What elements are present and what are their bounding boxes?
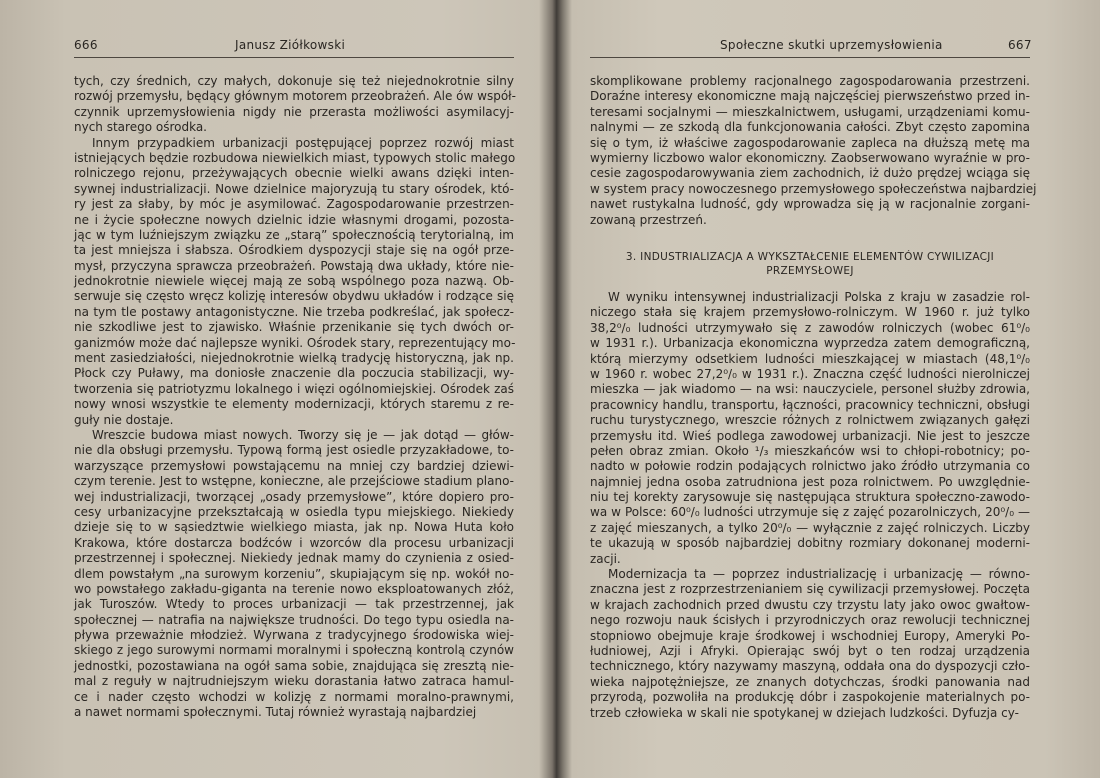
header-rule — [74, 57, 514, 58]
text-line: nadto w połowie rodzin podających rolnictwo jako źródło utrzymania co — [590, 459, 1030, 474]
text-line: Doraźne interesy ekonomiczne mają najczęściej pierwszeństwo przed in- — [590, 89, 1030, 104]
text-line: ce i nader często wchodzi w kolizję z normami moralno-prawnymi, — [74, 689, 514, 704]
page-number: 667 — [1008, 38, 1032, 52]
text-line: Krakowa, które dostarcza bodźców i wzorców dla procesu urbanizacji — [74, 535, 514, 550]
text-line: dlem powstałym „na surowym korzeniu”, skupiającym się np. wokół no- — [74, 566, 514, 581]
text-line: cesie zagospodarowywania ziem zachodnich, iż dużo prędzej wciąga się — [590, 166, 1030, 181]
text-line: Płock czy Puławy, ma doniosłe znaczenie dla poczucia stabilizacji, wy- — [74, 366, 514, 381]
text-line: wymierny liczbowo walor ekonomiczny. Zaobserwowano wyraźnie w pro- — [590, 150, 1030, 165]
text-line: na tym tle postawy antagonistyczne. Nie trzeba podkreślać, jak społecz- — [74, 304, 514, 319]
text-line: tworzenia się patriotyzmu lokalnego i więzi ogólnomiejskiej. Ośrodek zaś — [74, 381, 514, 396]
text-line: wieka najpotężniejsze, ze znanych dotychczas, środki panowania nad — [590, 674, 1030, 689]
text-line: jak Turoszów. Wtedy to proces urbanizacji — tak przestrzennej, jak — [74, 597, 514, 612]
text-line: teresami socjalnymi — mieszkalnictwem, usługami, urządzeniami komu- — [590, 104, 1030, 119]
text-line: W wyniku intensywnej industrializacji Polska z kraju w zasadzie rol- — [608, 290, 1030, 304]
text-line: istniejących będzie rozbudowa niewielkich miast, typowych stolic małego — [74, 150, 516, 165]
header-rule — [590, 57, 1030, 58]
text-line: wo powstałego zakładu-giganta na terenie nowo eksploatowanych złóż, — [74, 581, 514, 596]
text-line: się o tym, iż właściwe zagospodarowanie zapleca na dłuższą metę ma — [590, 135, 1030, 150]
text-line: zacji. — [590, 551, 621, 566]
body-text — [74, 74, 514, 720]
text-line: przemysłu itd. Wieś podlega zawodowej urbanizacji. Nie jest to jeszcze — [590, 428, 1030, 443]
text-line: warzyszące przemysłowi powstającemu na mniej czy bardziej dziewi- — [74, 458, 514, 473]
text-line: ta jest mniejsza i słabsza. Ośrodkiem dyspozycji staje się na ogół prze- — [74, 243, 514, 258]
text-line: 38,2⁰/₀ ludności utrzymywało się z zawodów rolniczych (wobec 61⁰/₀ — [590, 320, 1030, 335]
text-line: ganizmów może dać najlepsze wyniki. Ośrodek stary, reprezentujący mo- — [74, 335, 516, 350]
text-line: ry jest za słaby, by móc je asymilować. Zagospodarowanie przestrzen- — [74, 197, 514, 212]
text-line: te ukazują w sposób najbardziej dobitny rozmiary dokonanej moderni- — [590, 536, 1030, 551]
text-line: ne i życie społeczne nowych dzielnic idzie własnymi drogami, pozosta- — [74, 212, 514, 227]
text-line: rozwój przemysłu, będący głównym motorem przeobrażeń. Ale ów współ- — [74, 89, 516, 104]
text-line: nego rozwoju nauk ścisłych i przyrodniczych oraz rewolucji technicznej — [590, 613, 1030, 628]
section-heading — [590, 250, 1030, 278]
text-line: jednostki, pozostawiana na ogół sama sobie, znajdująca się zresztą nie- — [74, 658, 514, 673]
text-line: trzeb człowieka w skali nie spotykanej w dziejach ludzkości. Dyfuzja cy- — [590, 705, 1019, 720]
text-line: czynnik uprzemysłowienia nigdy nie przerasta możliwości asymilacyj- — [74, 104, 514, 119]
text-line: nie dla obsługi przemysłu. Typową formą jest osiedle przyzakładowe, to- — [74, 443, 514, 458]
text-line: zowaną przestrzeń. — [590, 212, 707, 227]
running-title: Społeczne skutki uprzemysłowienia — [720, 38, 943, 52]
text-line: nalnymi — ze szkodą dla funkcjonowania całości. Zbyt często zapomina — [590, 120, 1030, 135]
text-line: wa w Polsce: 60⁰/₀ ludności utrzymuje się z zajęć pozarolniczych, 20⁰/₀ — — [590, 505, 1030, 520]
text-line: 3. INDUSTRIALIZACJA A WYKSZTAŁCENIE ELEMENTÓW CYWILIZACJI — [625, 251, 995, 263]
text-line: niu tej korekty zarysowuje się następująca struktura społeczno-zawodo- — [590, 490, 1030, 505]
text-line: mysł, przyczyna sprawcza przeobrażeń. Powstają dwa układy, które nie- — [74, 258, 514, 273]
text-line: którą mierzymy odsetkiem ludności mieszkającej w miastach (48,1⁰/₀ — [590, 351, 1030, 366]
text-line: skiego z jego surowymi normami moralnymi i społeczną kontrolą czynów — [74, 643, 514, 658]
text-line: technicznego, który nazywamy maszyną, oddała ona do dyspozycji czło- — [590, 659, 1030, 674]
text-line: a nawet normami społecznymi. Tutaj również wyrastają najbardziej — [74, 705, 477, 720]
text-line: nie szkodliwe jest to zjawisko. Właśnie przenikanie się tych dwóch or- — [74, 320, 514, 335]
text-line: z zajęć mieszanych, a tylko 20⁰/₀ — wyłącznie z zajęć rolniczych. Liczby — [590, 520, 1030, 535]
text-line: ment zasiedziałości, niejednokrotnie wielką tradycję historyczną, jak np. — [74, 351, 514, 366]
text-line: Wreszcie budowa miast nowych. Tworzy się je — jak dotąd — głów- — [92, 427, 514, 442]
text-line: Modernizacja ta — poprzez industrializację i urbanizację — równo- — [608, 567, 1030, 582]
text-line: stopniowo obejmuje kraje środkowej i wschodniej Europy, Ameryki Po- — [590, 628, 1030, 643]
text-line: społecznej — natrafia na największe trudności. Do tego typu osiedla na- — [74, 612, 514, 627]
text-line: w 1960 r. wobec 27,2⁰/₀ w 1931 r.). Znaczna część ludności nierolniczej — [590, 366, 1030, 381]
text-line: dzieje się to w sąsiedztwie wielkiego miasta, jak np. Nowa Huta koło — [74, 520, 514, 535]
text-line: przyrodą, pozwoliła na produkcję dóbr i zaspokojenie materialnych po- — [590, 690, 1030, 705]
text-line: pływa przeważnie młodzież. Wyrwana z tradycyjnego środowiska wiej- — [74, 628, 514, 643]
left-page — [0, 0, 548, 778]
text-line: nych starego ośrodka. — [74, 120, 207, 135]
text-line: rolniczego rejonu, przeżywających obecnie wielki awans dzięki inten- — [74, 166, 514, 181]
text-line: pełen obraz zmian. Około ¹/₃ mieszkańców wsi to chłopi-robotnicy; po- — [590, 443, 1030, 458]
text-line: jednokrotnie niewiele więcej mają ze sobą wspólnego poza nazwą. Ob- — [74, 274, 514, 289]
text-line: skomplikowane problemy racjonalnego zagospodarowania przestrzeni. — [590, 74, 1030, 88]
text-line: znaczna jest z rozprzestrzenianiem się cywilizacji przemysłowej. Poczęta — [590, 582, 1030, 597]
text-line: serwuje się często wręcz kolizję interesów obydwu układów i rodzące się — [74, 289, 514, 304]
right-page — [560, 0, 1100, 778]
text-line: w krajach zachodnich przed dwustu czy trzystu laty jako owoc gwałtow- — [590, 597, 1030, 612]
text-line: ruchu turystycznego, wreszcie różnych z rolnictwem związanych gałęzi — [590, 413, 1030, 428]
text-line: mieszka — jak wiadomo — na wsi: nauczyciele, personel służby zdrowia, — [590, 382, 1030, 397]
body-text-section — [590, 290, 1030, 721]
text-line: nowy wnosi wszystkie te elementy modernizacji, których staremu z re- — [74, 397, 514, 412]
page-number: 666 — [74, 38, 98, 52]
text-line: nawet rustykalna ludność, gdy wprowadza się ją w racjonalnie zorgani- — [590, 197, 1030, 212]
text-line: pracownicy handlu, transportu, łączności, pracownicy techniczni, obsługi — [590, 397, 1030, 412]
text-line: wej industrializacji, tworzącej „osady przemysłowe”, które dopiero pro- — [74, 489, 514, 504]
text-line: guły nie dostaje. — [74, 412, 174, 427]
text-line: w 1931 r.). Urbanizacja ekonomiczna wyprzedza zatem demograficzną, — [590, 336, 1030, 351]
text-line: czym terenie. Jest to wstępne, konieczne, ale przejściowe stadium plano- — [74, 474, 514, 489]
text-line: Innym przypadkiem urbanizacji postępującej poprzez rozwój miast — [92, 135, 514, 150]
text-line: łudniowej, Azji i Afryki. Opierając swój byt o ten rodzaj urządzenia — [590, 643, 1030, 658]
text-line: przestrzennej i społecznej. Niekiedy jednak mamy do czynienia z osied- — [74, 551, 514, 566]
text-line: tych, czy średnich, czy małych, dokonuje się też niejednokrotnie silny — [74, 74, 514, 88]
text-line: jąc w tym luźniejszym związku ze „starą” społecznością terytorialną, im — [74, 227, 514, 242]
text-line: cesy urbanizacyjne przekształcają w osiedla typu miejskiego. Niekiedy — [74, 504, 514, 519]
running-title: Janusz Ziółkowski — [235, 38, 346, 52]
body-text-top — [590, 74, 1037, 228]
text-line: sywnej industrializacji. Nowe dzielnice majoryzują tu stary ośrodek, któ- — [74, 181, 514, 196]
text-line: niczego stała się krajem przemysłowo-rolniczym. W 1960 r. już tylko — [590, 305, 1030, 320]
text-line: najmniej jedna osoba zatrudniona jest poza rolnictwem. Po uwzględnie- — [590, 474, 1030, 489]
text-line: PRZEMYSŁOWEJ — [766, 265, 854, 277]
text-line: w system pracy nowoczesnego przemysłowego społeczeństwa najbardziej — [590, 181, 1037, 196]
text-line: mal z reguły w najtrudniejszym wieku dorastania łatwo zatraca hamul- — [74, 674, 514, 689]
